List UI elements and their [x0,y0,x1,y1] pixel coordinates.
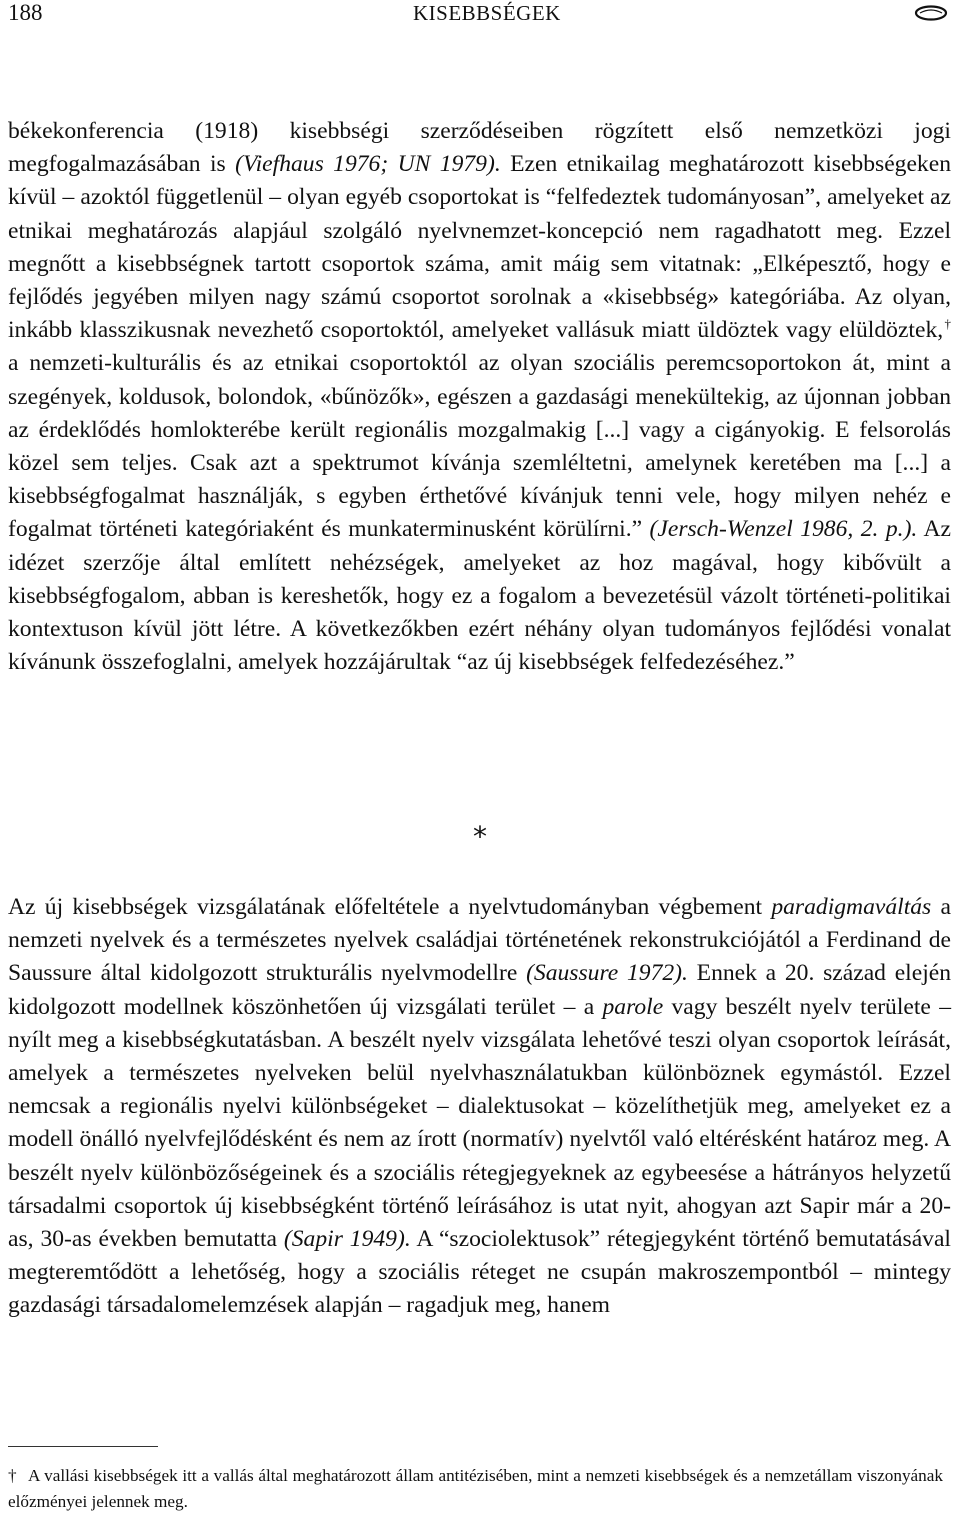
footnote-reference: † [943,316,951,332]
text-run: békekonferencia (1918) kisebbségi szerződéseiben rögzített első nemzetközi jogi megfogalmazásában is [8,118,951,178]
citation: (Jersch-Wenzel 1986, 2. p.). [649,516,918,543]
citation: (Viefhaus 1976; UN 1979). [235,151,501,178]
running-title: KISEBBSÉGEK [413,1,561,25]
text-run: Az idézet szerzője által említett nehézségek, amelyeket az hoz magával, hogy kibővült a kisebbségfogalom, abban is kereshetők, hogy ez a fogalom a bevezetésül vázolt történeti-politikai kontextuson kívül jött létre. A következőkben ezért néhány olyan tudományos fejlődési vonalat kívánunk összefoglalni, amelyek hozzájárultak “az új kisebbségek felfedezéséhez.” [8,516,951,676]
text-run: Ezen etnikailag meghatározott kisebbségeken kívül – azoktól függetlenül – olyan egyéb csoportokat is “felfedeztek tudományosan”, amelyeket az etnikai meghatározás alapjául szolgáló nyelvnemzet-koncepció nem ragadhatott meg. Ezzel megnőtt a kisebbségnek tartott csoportok száma, amit máig sem vitatnak: „Elképesztő, hogy e fejlődés jegyében milyen nagy számú csoportot sorolnak a «kisebbség» kategóriába. Az olyan, inkább klasszikusnak nevezhető csoportoktól, amelyeket vallásuk miatt üldöztek vagy elüldöztek, [8,151,951,344]
citation: (Sapir 1949). [283,1226,411,1253]
footnote-divider [8,1446,158,1447]
text-run: a nemzeti-kulturális és az etnikai csoportoktól az olyan szociális peremcsoportokon át, mint a szegények, koldusok, bolondok, «bűnözők», egészen a gazdasági menekültekig, az újonnan jobban az érdeklődés homlokterébe került regionális mozgalmakig [...] vagy a cigányokig. E felsorolás közel sem teljes. Csak azt a spektrumot kívánja szemléltetni, amelynek keretében ma [...] a kisebbségfogalmat használják, s egyben érthetővé kívánjuk tenni vele, hogy milyen nehéz e fogalmat történeti kategóriaként és munkaterminusként körülírni.” [8,350,951,543]
footnote-mark: † [8,1466,17,1485]
oval-ornament-icon [914,4,948,22]
paragraph-2 [8,891,951,1323]
text-run: Ennek a 20. század elején kidolgozott modellnek köszönhetően új vizsgálati terület – a [8,960,952,1020]
text-run: A “szociolektusok” rétegjegyként történő bemutatásával megteremtődött a lehetőség, hogy a szociális réteget ne csupán makroszempontból – mintegy gazdasági társadalomelemzések alapján – ragadjuk meg, hanem [8,1226,951,1319]
page-header [8,0,948,32]
citation: (Saussure 1972). [526,960,688,987]
page-number: 188 [8,0,43,25]
emphasis: parole [602,993,664,1020]
emphasis: paradigmaváltás [771,894,932,920]
footnote-text: A vallási kisebbségek itt a vallás által meghatározott állam antitézisében, mint a nemzeti kisebbségek és a nemzetállam viszonyának előzményei jelennek meg. [8,1466,943,1511]
text-run: a nemzeti nyelvek és a természetes nyelvek családjai történetének rekonstrukciójától a Ferdinand de Saussure által kidolgozott strukturális nyelvmodellre [8,894,951,987]
text-run: vagy beszélt nyelv területe – nyílt meg a kisebbségkutatásban. A beszélt nyelv vizsgálata lehetővé teszi olyan csoportok leírását, amelyek a természetes nyelveken belül nyelvhasználatukban különböznek egymástól. Ezzel nemcsak a regionális nyelvi különbségeket – dialektusokat – közelíthetjük meg, amelyeket ez a modell önálló nyelvfejlődésként és nem az írott (normatív) nyelvtől való eltérésként határoz meg. A beszélt nyelv különbözőségeinek és a szociális rétegjegyeknek az egybeesése a hátrányos helyzetű társadalmi csoportok új kisebbségként történő leírásához is utat nyit, ahogyan azt Sapir már a 20-as, 30-as években bemutatta [8,993,951,1253]
footnote [8,1463,943,1515]
paragraph-1 [8,115,951,679]
text-run: Az új kisebbségek vizsgálatának előfeltétele a nyelvtudományban végbement [8,894,772,920]
section-separator: * [473,820,487,853]
